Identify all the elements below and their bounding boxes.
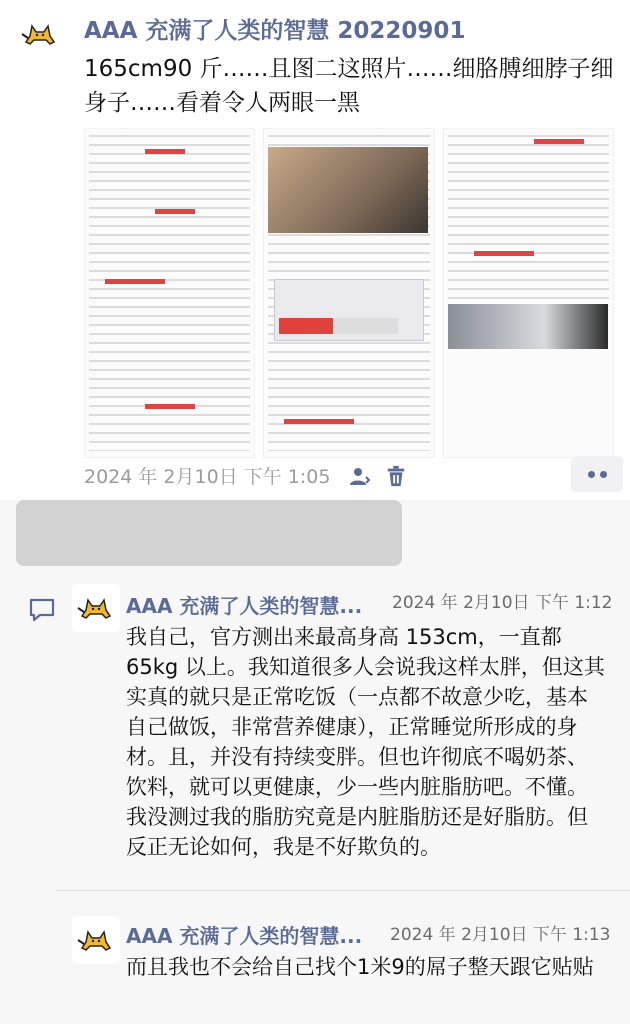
cat-avatar-icon: [76, 588, 116, 628]
embedded-chart: [274, 279, 424, 341]
comment-item: [72, 584, 630, 884]
comment-timestamp: 2024 年 2月10日 下午 1:13: [390, 925, 611, 945]
post-timestamp: 2024 年 2月10日 下午 1:05: [84, 466, 331, 488]
comment-text: 而且我也不会给自己找个1米9的屌子整天跟它贴贴: [126, 955, 594, 979]
people-icon[interactable]: [346, 462, 374, 490]
more-icon-dot: [600, 471, 607, 478]
comments-section: [0, 500, 630, 1024]
comment-author-name[interactable]: AAA 充满了人类的智慧...: [126, 594, 363, 618]
article-screenshot-1: [84, 128, 255, 458]
moment-post: [0, 0, 630, 500]
cat-avatar-icon: [20, 14, 60, 54]
post-author-name[interactable]: AAA 充满了人类的智慧 20220901: [84, 18, 466, 44]
more-options-button[interactable]: [571, 456, 623, 492]
post-image[interactable]: [84, 128, 614, 458]
comment-item: [72, 916, 630, 1024]
trash-icon[interactable]: [382, 462, 410, 490]
comment-author-name[interactable]: AAA 充满了人类的智慧...: [126, 924, 363, 948]
post-text: 165cm90 斤……且图二这照片……细胳膊细脖子细身子……看着令人两眼一黑: [84, 56, 614, 116]
man-photo: [448, 304, 608, 349]
article-screenshot-3: [443, 128, 614, 458]
post-meta-row: [84, 462, 624, 490]
cat-avatar-icon: [76, 920, 116, 960]
woman-photo: [268, 147, 428, 233]
post-author-avatar[interactable]: [14, 8, 66, 60]
comment-text: 我自己，官方测出来最高身高 153cm，一直都 65kg 以上。我知道很多人会说我这样太胖，但这其实真的就只是正常吃饭（一点都不故意少吃，基本自己做饭，非常营养健康），正常睡觉所形成的身材。且，并没有持续变胖。但也许彻底不喝奶茶、饮料，就可以更健康，少一些内脏脂肪吧。不懂。我没测过我的脂肪究竟是内脏脂肪还是好脂肪。但反正无论如何，我是不好欺负的。: [126, 625, 605, 859]
article-screenshot-2: [263, 128, 434, 458]
comment-author-avatar[interactable]: [72, 916, 120, 964]
comment-icon: [28, 596, 56, 624]
more-icon-dot: [588, 471, 595, 478]
redacted-likes-area: [16, 500, 402, 566]
comment-divider: [56, 890, 630, 891]
comment-author-avatar[interactable]: [72, 584, 120, 632]
comment-timestamp: 2024 年 2月10日 下午 1:12: [392, 593, 613, 613]
